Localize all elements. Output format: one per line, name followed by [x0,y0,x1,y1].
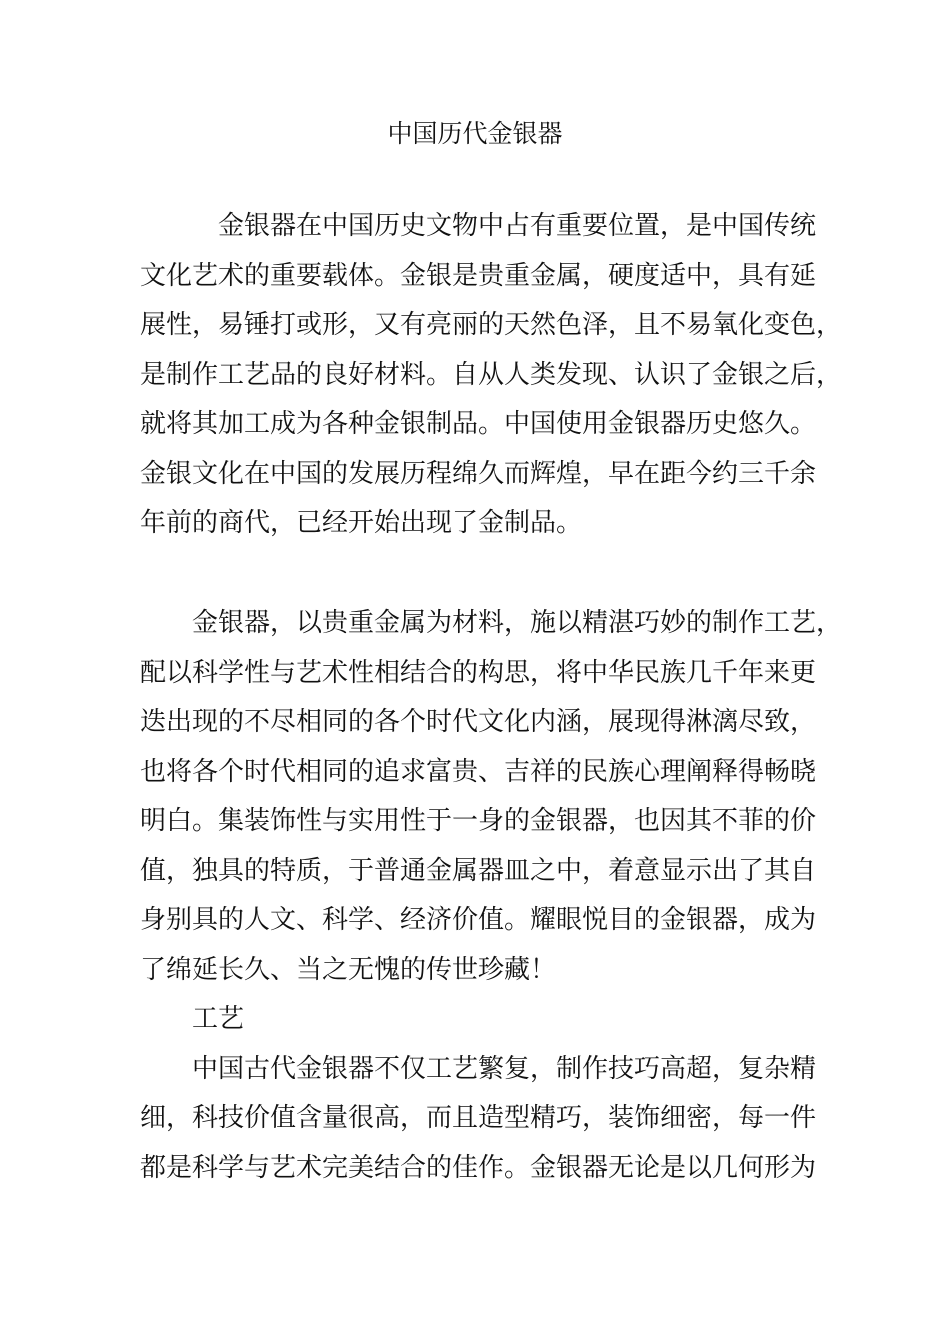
paragraph-1-line-2: 文化艺术的重要载体。金银是贵重金属，硬度适中，具有延 [140,261,817,291]
document-title: 中国历代金银器 [387,119,563,148]
paragraph-2-line-5: 明白。集装饰性与实用性于一身的金银器，也因其不菲的价 [140,806,817,836]
paragraph-3-line-3: 都是科学与艺术完美结合的佳作。金银器无论是以几何形为 [140,1153,817,1183]
paragraph-1-line-7: 年前的商代，已经开始出现了金制品。 [140,508,583,538]
paragraph-1-line-4: 是制作工艺品的良好材料。自从人类发现、认识了金银之后， [140,360,843,390]
paragraph-2-line-8: 了绵延长久、当之无愧的传世珍藏！ [140,955,557,985]
paragraph-2-line-2: 配以科学性与艺术性相结合的构思，将中华民族几千年来更 [140,658,817,688]
paragraph-1-line-5: 就将其加工成为各种金银制品。中国使用金银器历史悠久。 [140,409,817,439]
paragraph-1-line-1: 金银器在中国历史文物中占有重要位置，是中国传统 [218,211,817,241]
paragraph-2-line-3: 迭出现的不尽相同的各个时代文化内涵，展现得淋漓尽致， [140,707,817,737]
paragraph-1-line-3: 展性，易锤打或形，又有亮丽的天然色泽，且不易氧化变色， [140,310,843,340]
paragraph-1-line-6: 金银文化在中国的发展历程绵久而辉煌，早在距今约三千余 [140,459,817,489]
paragraph-2-line-1: 金银器，以贵重金属为材料，施以精湛巧妙的制作工艺， [192,608,843,638]
paragraph-3-line-2: 细，科技价值含量很高，而且造型精巧，装饰细密，每一件 [140,1103,817,1133]
paragraph-3-line-1: 中国古代金银器不仅工艺繁复，制作技巧高超，复杂精 [192,1054,817,1084]
section-heading-craft: 工艺 [192,1004,245,1034]
paragraph-2-line-7: 身别具的人文、科学、经济价值。耀眼悦目的金银器，成为 [140,905,817,935]
paragraph-2-line-6: 值，独具的特质，于普通金属器皿之中，着意显示出了其自 [140,856,817,886]
paragraph-2-line-4: 也将各个时代相同的追求富贵、吉祥的民族心理阐释得畅晓 [140,757,817,787]
